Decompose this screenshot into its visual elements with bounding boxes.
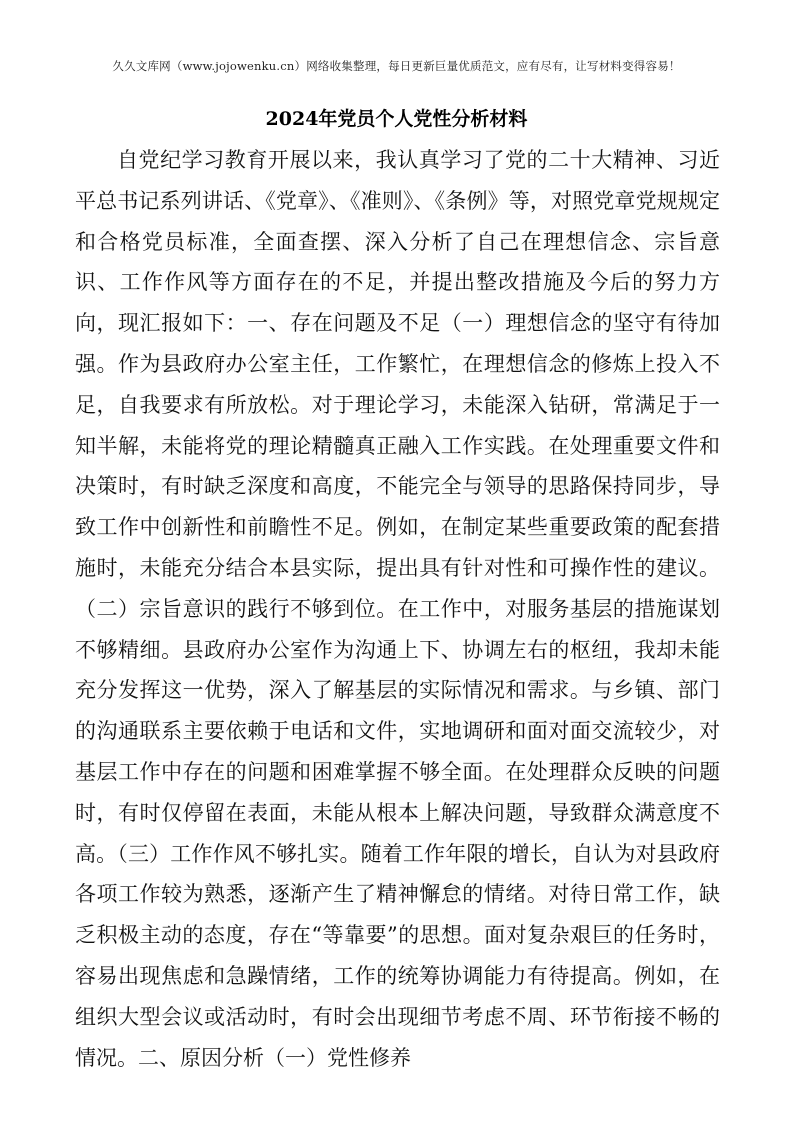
- source-header-note: 久久文库网（www.jojowenku.cn）网络收集整理，每日更新巨量优质范文，应有尽有，让写材料变得容易！: [112, 59, 681, 73]
- body-paragraph: 自党纪学习教育开展以来，我认真学习了党的二十大精神、习近平总书记系列讲话、《党章》、《准则》、《条例》等，对照党章党规规定和合格党员标准，全面查摆、深入分析了自己在理想信念、宗旨意识、工作作风等方面存在的不足，并提出整改措施及今后的努力方向，现汇报如下：一、存在问题及不足（一）理想信念的坚守有待加强。作为县政府办公室主任，工作繁忙，在理想信念的修炼上投入不足，自我要求有所放松。对于理论学习，未能深入钻研，常满足于一知半解，未能将党的理论精髓真正融入工作实践。在处理重要文件和决策时，有时缺乏深度和高度，不能完全与领导的思路保持同步，导致工作中创新性和前瞻性不足。例如，在制定某些重要政策的配套措施时，未能充分结合本县实际，提出具有针对性和可操作性的建议。（二）宗旨意识的践行不够到位。在工作中，对服务基层的措施谋划不够精细。县政府办公室作为沟通上下、协调左右的枢纽，我却未能充分发挥这一优势，深入了解基层的实际情况和需求。与乡镇、部门的沟通联系主要依赖于电话和文件，实地调研和面对面交流较少，对基层工作中存在的问题和困难掌握不够全面。在处理群众反映的问题时，有时仅停留在表面，未能从根本上解决问题，导致群众满意度不高。（三）工作作风不够扎实。随着工作年限的增长，自认为对县政府各项工作较为熟悉，逐渐产生了精神懈怠的情绪。对待日常工作，缺乏积极主动的态度，存在“等靠要”的思想。面对复杂艰巨的任务时，容易出现焦虑和急躁情绪，工作的统筹协调能力有待提高。例如，在组织大型会议或活动时，有时会出现细节考虑不周、环节衔接不畅的情况。二、原因分析（一）党性修养: [75, 148, 720, 1070]
- document-title: 2024年党员个人党性分析材料: [265, 108, 528, 130]
